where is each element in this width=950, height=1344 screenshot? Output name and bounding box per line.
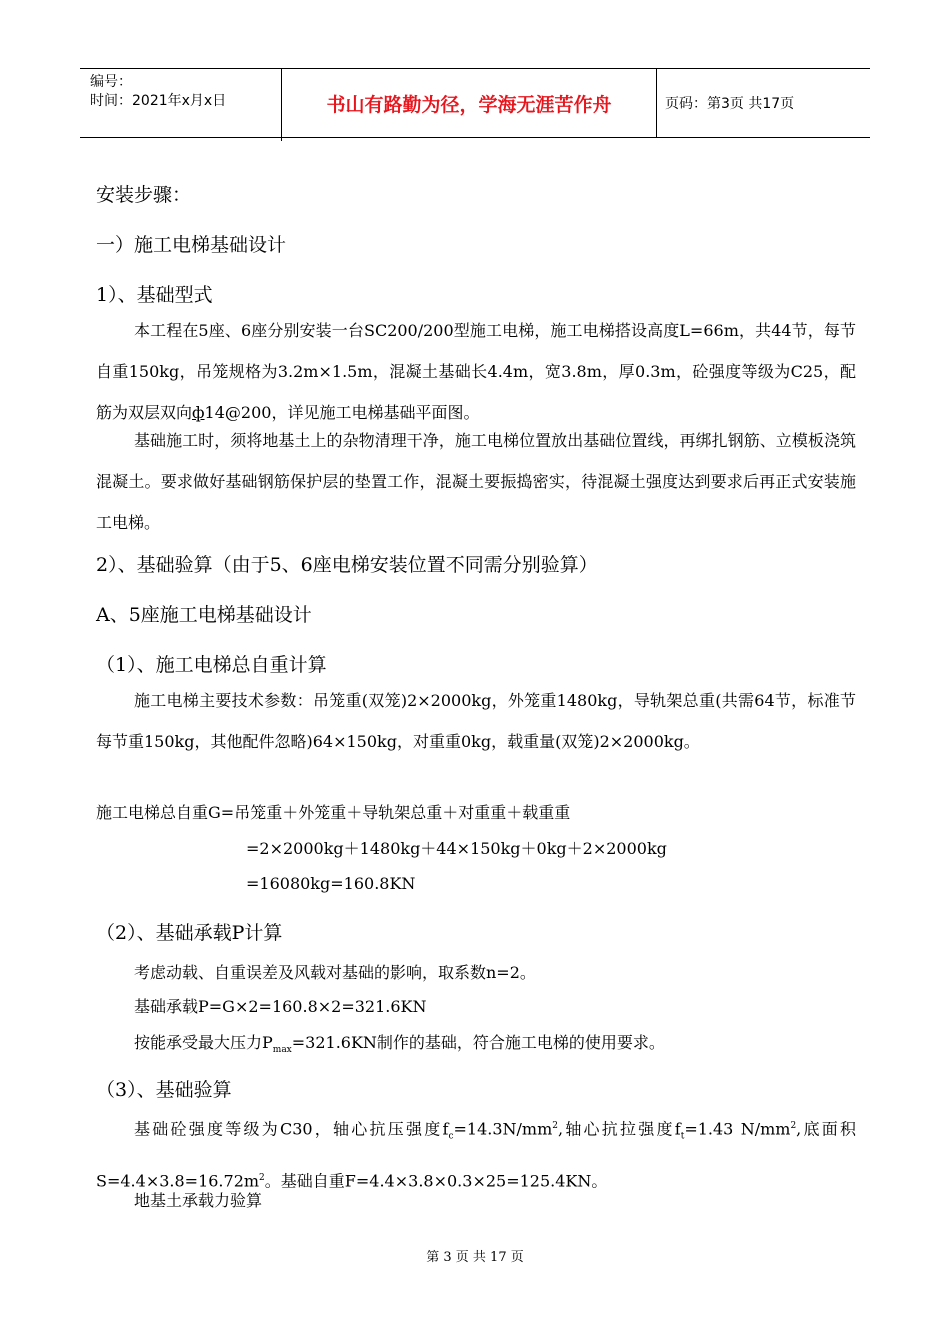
header-motto: 书山有路勤为径，学海无涯苦作舟 <box>282 69 657 137</box>
superscript: 2 <box>790 1121 797 1131</box>
formula-line: 施工电梯总自重G=吊笼重＋外笼重＋导轨架总重＋对重重＋载重重 <box>96 803 571 822</box>
text-part: =321.6KN制作的基础，符合施工电梯的使用要求。 <box>291 1033 665 1052</box>
section-heading: （2）、基础承载P计算 <box>96 922 283 944</box>
paragraph-text: 14@200，详见施工电梯基础平面图。 <box>204 403 480 422</box>
text-part: 按能承受最大压力P <box>134 1033 273 1052</box>
text-part: 。基础自重F=4.4×3.8×0.3×25=125.4KN。 <box>264 1170 608 1190</box>
formula-line: =16080kg=160.8KN <box>246 874 416 893</box>
section-heading: 1）、基础型式 <box>96 284 213 306</box>
text-part: 基础砼强度等级为C30，轴心抗压强度f <box>134 1119 449 1139</box>
section-heading: （3）、基础验算 <box>96 1079 232 1101</box>
text-part: =14.3N/mm <box>453 1119 553 1139</box>
text-line: 考虑动载、自重误差及风载对基础的影响，取系数n=2。 <box>134 963 536 982</box>
header-meta <box>80 69 282 141</box>
formula-line: =2×2000kg＋1480kg＋44×150kg＋0kg＋2×2000kg <box>246 839 667 858</box>
subscript: t <box>680 1131 685 1142</box>
paragraph: 施工电梯主要技术参数：吊笼重(双笼)2×2000kg，外笼重1480kg，导轨架总重(共需64节，标准节每节重150kg，其他配件忽略)64×150kg，对重重0kg，载重量(双笼)2×2000kg。 <box>96 691 856 751</box>
time-label: 时间：2021年x月x日 <box>90 93 227 109</box>
section-heading: 安装步骤： <box>96 184 192 206</box>
section-heading: （1）、施工电梯总自重计算 <box>96 654 327 676</box>
text-line: 基础承载P=G×2=160.8×2=321.6KN <box>134 997 427 1016</box>
paragraph: 基础施工时，须将地基土上的杂物清理干净，施工电梯位置放出基础位置线，再绑扎钢筋、立模板浇筑混凝土。要求做好基础钢筋保护层的垫置工作，混凝土要振捣密实，待混凝土强度达到要求后再正式安装施工电梯。 <box>96 431 856 532</box>
subscript: c <box>448 1131 454 1142</box>
section-heading: 一）施工电梯基础设计 <box>96 234 287 256</box>
section-heading: A、5座施工电梯基础设计 <box>96 604 312 626</box>
paragraph-text: 本工程在5座、6座分别安装一台SC200/200型施工电梯，施工电梯搭设高度L=66m，共44节，每节自重150kg，吊笼规格为3.2m×1.5m，混凝土基础长4.4m，宽3.8m，厚0.3m，砼强度等级为C25，配筋为双层双向 <box>96 321 856 422</box>
section-heading: 2）、基础验算（由于5、6座电梯安装位置不同需分别验算） <box>96 554 598 576</box>
text-part: =1.43 N/mm <box>684 1119 791 1139</box>
text-line <box>134 1030 665 1055</box>
serial-label: 编号： <box>90 74 132 90</box>
header-table <box>80 68 870 138</box>
paragraph <box>96 1106 856 1201</box>
text-part: ,底面积S=4.4×3.8=16.72m <box>96 1119 856 1190</box>
superscript: 2 <box>552 1121 558 1131</box>
header-page-label: 页码：第3页 共17页 <box>665 96 795 112</box>
paragraph <box>96 310 856 433</box>
page-footer: 第 3 页 共 17 页 <box>426 1250 524 1265</box>
superscript: 2 <box>259 1172 265 1183</box>
rebar-symbol: ф <box>192 403 205 422</box>
subscript: max <box>272 1045 292 1056</box>
text-part: ,轴心抗拉强度f <box>557 1119 681 1139</box>
text-line: 地基土承载力验算 <box>134 1191 263 1210</box>
